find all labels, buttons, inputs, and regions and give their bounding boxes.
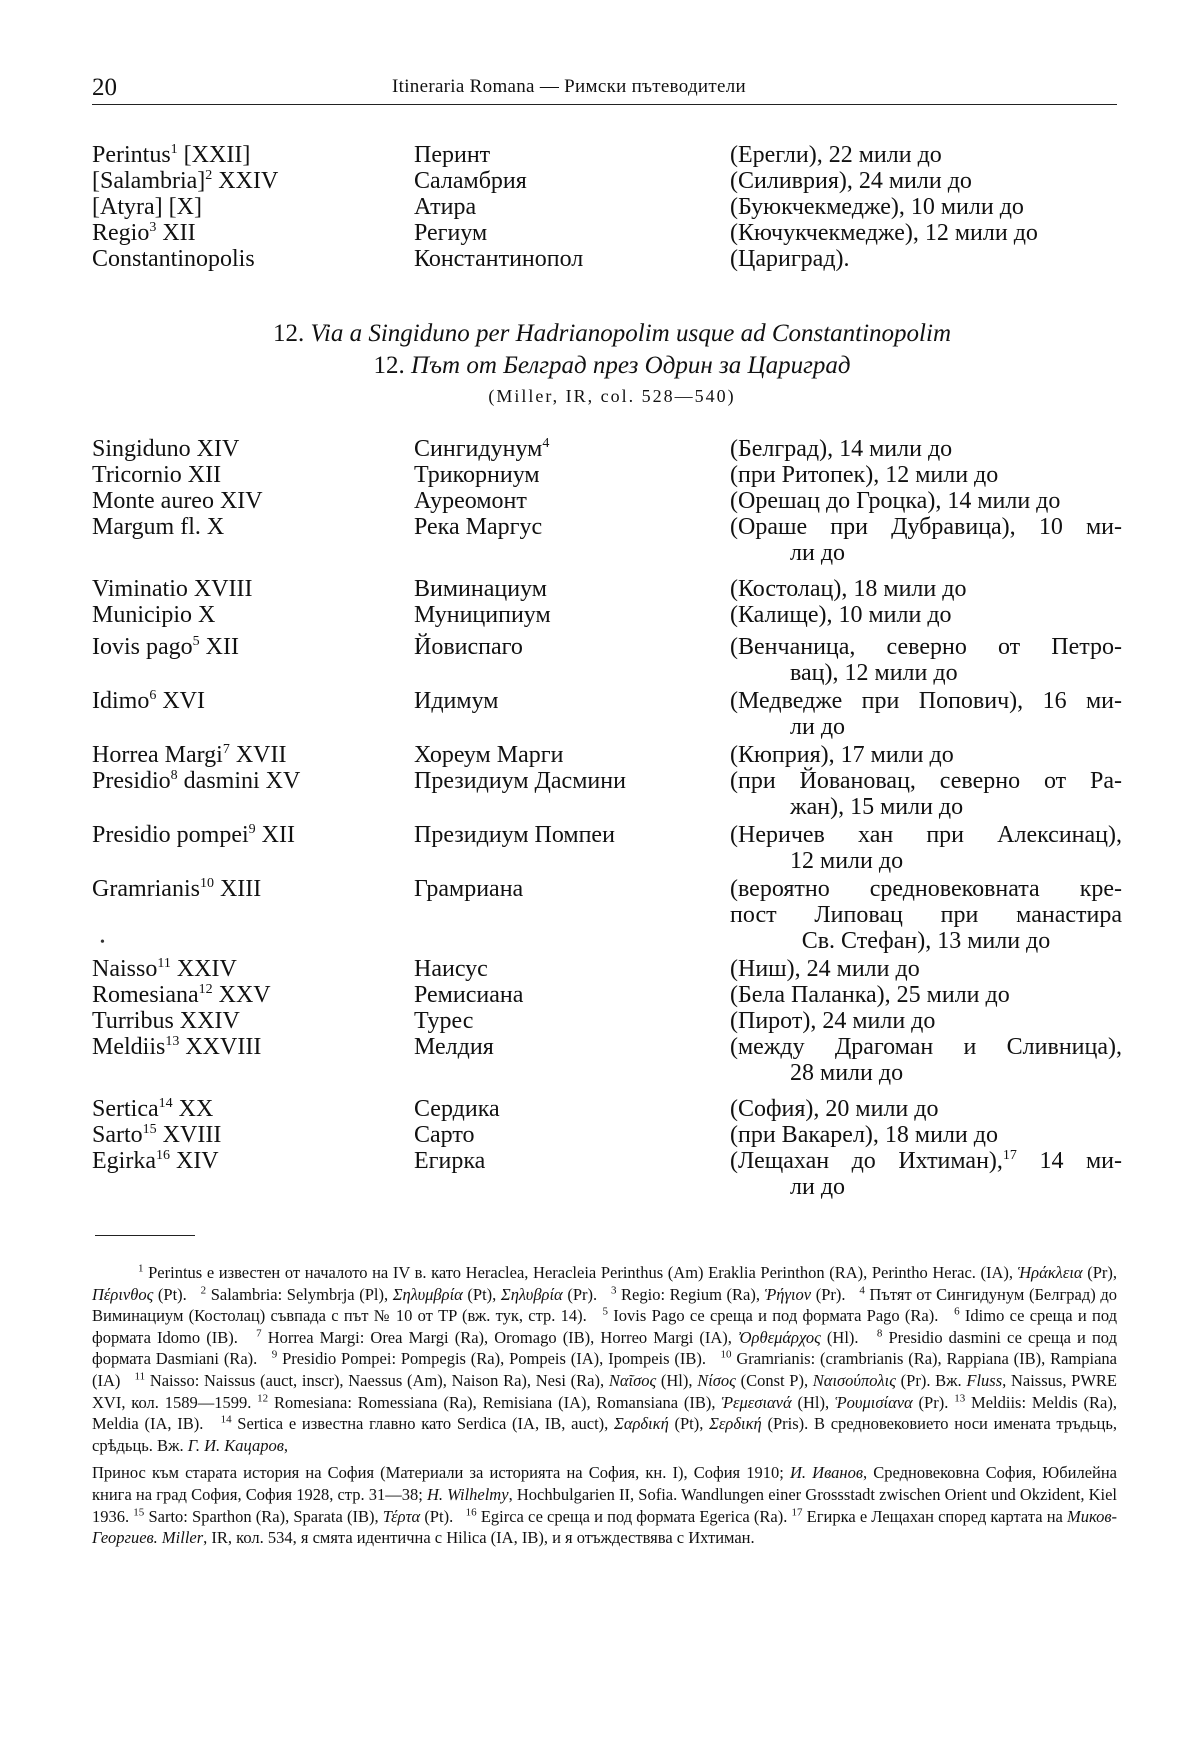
station-latin: Iovis pago$^5$ XII <box>92 634 239 660</box>
station-latin: Margum fl. X <box>92 514 225 540</box>
station-bulgarian: Региум <box>414 220 488 246</box>
station-bulgarian: Перинт <box>414 142 491 168</box>
station-bulgarian: Егирка <box>414 1148 486 1174</box>
station-latin: Singiduno XIV <box>92 436 240 462</box>
station-latin: Presidio$^8$ dasmini XV <box>92 768 301 794</box>
footnote-paragraph: Принос към старата история на София (Материали за историята на София, кн. I), София 1910; И. Иванов, Средновековна София, Юбилейна книга на град София, София 1928, стр. 31—38; H. Wilhelmy, Hochbulgarien II, Sofia. Wandlungen einer Grossstadt zwischen Orient und Okzident, Kiel 1936. $^{15}$ Sarto: Sparthon (Ra), Sparata (IB), Τέρτα (Pt). $^{16}$ Egirca се среща и под формата Egerica (Ra). $^{17}$ Егирка е Лещахан според картата на Миков-Георгиев. Miller, IR, кол. 534, я смята идентична с Hilica (IA, IB), и я отъждествява с Ихтиман. <box>92 1463 1118 1548</box>
station-bulgarian: Турес <box>414 1008 474 1034</box>
running-header <box>92 70 1117 105</box>
station-bulgarian: Президиум Дасмини <box>414 768 626 794</box>
station-bulgarian: Наисус <box>414 956 488 982</box>
station-modern-location: (между Драгоман и Сливница), 28 мили до <box>730 1034 1122 1086</box>
station-latin: Egirka$^{16}$ XIV <box>92 1148 219 1174</box>
station-modern-location: (Ерегли), 22 мили до <box>730 142 942 168</box>
station-latin: Turribus XXIV <box>92 1008 240 1034</box>
station-latin: Constantinopolis <box>92 246 255 272</box>
station-bulgarian: Сингидунум$^4$ <box>414 436 550 462</box>
station-modern-location: (Пирот), 24 мили до <box>730 1008 936 1034</box>
station-latin: Idimo$^6$ XVI <box>92 688 205 714</box>
station-bulgarian: Йовиспаго <box>414 634 523 660</box>
station-modern-location: (Венчаница, северно от Петро- вац), 12 мили до <box>730 634 1122 686</box>
station-modern-location: (Буюкчекмедже), 10 мили до <box>730 194 1024 220</box>
station-bulgarian: Константинопол <box>414 246 584 272</box>
station-bulgarian: Ауреомонт <box>414 488 527 514</box>
station-modern-location: (вероятно средновековната кре- пост Липовац при манастира Св. Стефан), 13 мили до <box>730 876 1122 954</box>
footnotes <box>92 1262 1117 1549</box>
station-modern-location: (Неричев хан при Алексинац), 12 мили до <box>730 822 1122 874</box>
station-bulgarian: Президиум Помпеи <box>414 822 615 848</box>
station-bulgarian: Сердика <box>414 1096 500 1122</box>
footnote-separator <box>95 1235 195 1236</box>
station-latin: Meldiis$^{13}$ XXVIII <box>92 1034 262 1060</box>
station-modern-location: (Лещахан до Ихтиман),$^{17}$ 14 ми- ли до <box>730 1148 1122 1200</box>
station-latin: Viminatio XVIII <box>92 576 253 602</box>
station-bulgarian: Ремисиана <box>414 982 524 1008</box>
station-modern-location: (Силиврия), 24 мили до <box>730 168 972 194</box>
station-modern-location: (Калище), 10 мили до <box>730 602 952 628</box>
station-modern-location: (Бела Паланка), 25 мили до <box>730 982 1010 1008</box>
station-modern-location: (Кючукчекмедже), 12 мили до <box>730 220 1038 246</box>
station-bulgarian: Сарто <box>414 1122 475 1148</box>
station-latin: Romesiana$^{12}$ XXV <box>92 982 271 1008</box>
section-title-bulgarian: 12. Път от Белград през Одрин за Цариград <box>373 352 851 379</box>
running-title: Itineraria Romana — Римски пътеводители <box>392 76 746 97</box>
station-latin: Sarto$^{15}$ XVIII <box>92 1122 222 1148</box>
station-modern-location: (Белград), 14 мили до <box>730 436 953 462</box>
station-latin: [Atyra] [X] <box>92 194 202 220</box>
footnote-paragraph: $^1$ Perintus е известен от началото на IV в. като Heraclea, Heracleia Perinthus (Am) Eraklia Perinthon (RA), Perintho Herac. (IA), Ἡράκλεια (Pr), Πέρινθος (Pt). $^2$ Salambria: Selymbrja (Pl), Σηλυμβρία (Pt), Σηλυβρία (Pr). $^3$ Regio: Regium (Ra), Ῥήγιον (Pr). $^4$ Пътят от Сингидунум (Белград) до Виминациум (Костолац) съвпада с път № 10 от TP (вж. тук, стр. 14). $^5$ Iovis Pago се среща и под формата Pago (Ra). $^6$ Idimo се среща и под формата Idomo (IB). $^7$ Horrea Margi: Orea Margi (Ra), Oromago (IB), Horreo Margi (IA), Ὀρθεμάρχος (Hl). $^8$ Presidio dasmini се среща и под формата Dasmiani (Ra). $^9$ Presidio Pompei: Pompegis (Ra), Pompeis (IA), Ipompeis (IB). $^{10}$ Gramrianis: (crambrianis (Ra), Rappiana (IB), Rampiana (IA) $^{11}$ Naisso: Naissus (auct, inscr), Naessus (Am), Naison Ra), Nesi (Ra), Ναῖσος (Hl), Νίσος (Const P), Ναισούπολις (Pr). Вж. Fluss, Naissus, PWRE XVI, кол. 1589—1599. $^{12}$ Romesiana: Romessiana (Ra), Remisiana (IA), Romansiana (IB), Ῥεμεσιανά (Hl), Ῥουμισίανα (Pr). $^{13}$ Meldiis: Meldis (Ra), Meldia (IA, IB). $^{14}$ Sertica е известна главно като Serdica (IA, IB, auct), Σαρδική (Pt), Σερδική (Pris). В средновековието носи имената тръдьць, срѣдьць. Вж. Г. И. Кацаров, <box>92 1262 1118 1455</box>
page-number: 20 <box>92 74 117 101</box>
station-modern-location: (Медведже при Попович), 16 ми- ли до <box>730 688 1122 740</box>
station-modern-location: (Костолац), 18 мили до <box>730 576 967 602</box>
station-bulgarian: Хореум Марги <box>414 742 564 768</box>
station-bulgarian: Идимум <box>414 688 499 714</box>
station-modern-location: (при Вакарел), 18 мили до <box>730 1122 998 1148</box>
station-latin: Monte aureo XIV <box>92 488 263 514</box>
station-latin: Tricornio XII <box>92 462 222 488</box>
station-modern-location: (Цариград). <box>730 246 850 272</box>
station-bulgarian: Трикорниум <box>414 462 540 488</box>
station-latin: Perintus$^1$ [XXII] <box>92 142 251 168</box>
station-latin: Sertica$^{14}$ XX <box>92 1096 214 1122</box>
station-latin: Horrea Margi$^7$ XVII <box>92 742 287 768</box>
station-modern-location: (Ораше при Дубравица), 10 ми- ли до <box>730 514 1122 566</box>
station-bulgarian: Грамриана <box>414 876 524 902</box>
station-modern-location: (София), 20 мили до <box>730 1096 939 1122</box>
station-bulgarian: Саламбрия <box>414 168 527 194</box>
station-modern-location: (Орешац до Гроцка), 14 мили до <box>730 488 1061 514</box>
section-source: (Miller, IR, col. 528—540) <box>488 386 736 406</box>
station-latin: Regio$^3$ XII <box>92 220 196 246</box>
station-bulgarian: Мелдия <box>414 1034 494 1060</box>
station-bulgarian: Атира <box>414 194 477 220</box>
station-modern-location: (Ниш), 24 мили до <box>730 956 920 982</box>
station-bulgarian: Виминациум <box>414 576 547 602</box>
station-latin: Presidio pompei$^9$ XII <box>92 822 295 848</box>
section-title-latin: 12. Via a Singiduno per Hadrianopolim usque ad Constantinopolim <box>272 320 951 347</box>
station-latin: Municipio X <box>92 602 216 628</box>
station-bulgarian: Река Маргус <box>414 514 543 540</box>
station-modern-location: (Кюприя), 17 мили до <box>730 742 954 768</box>
station-latin: Gramrianis$^{10}$ XIII <box>92 876 262 902</box>
station-modern-location: (при Йовановац, северно от Ра- жан), 15 мили до <box>730 768 1122 820</box>
margin-mark: • <box>100 935 105 950</box>
station-latin: [Salambria]$^2$ XXIV <box>92 168 279 194</box>
station-latin: Naisso$^{11}$ XXIV <box>92 956 237 982</box>
station-bulgarian: Муниципиум <box>414 602 551 628</box>
station-modern-location: (при Ритопек), 12 мили до <box>730 462 999 488</box>
